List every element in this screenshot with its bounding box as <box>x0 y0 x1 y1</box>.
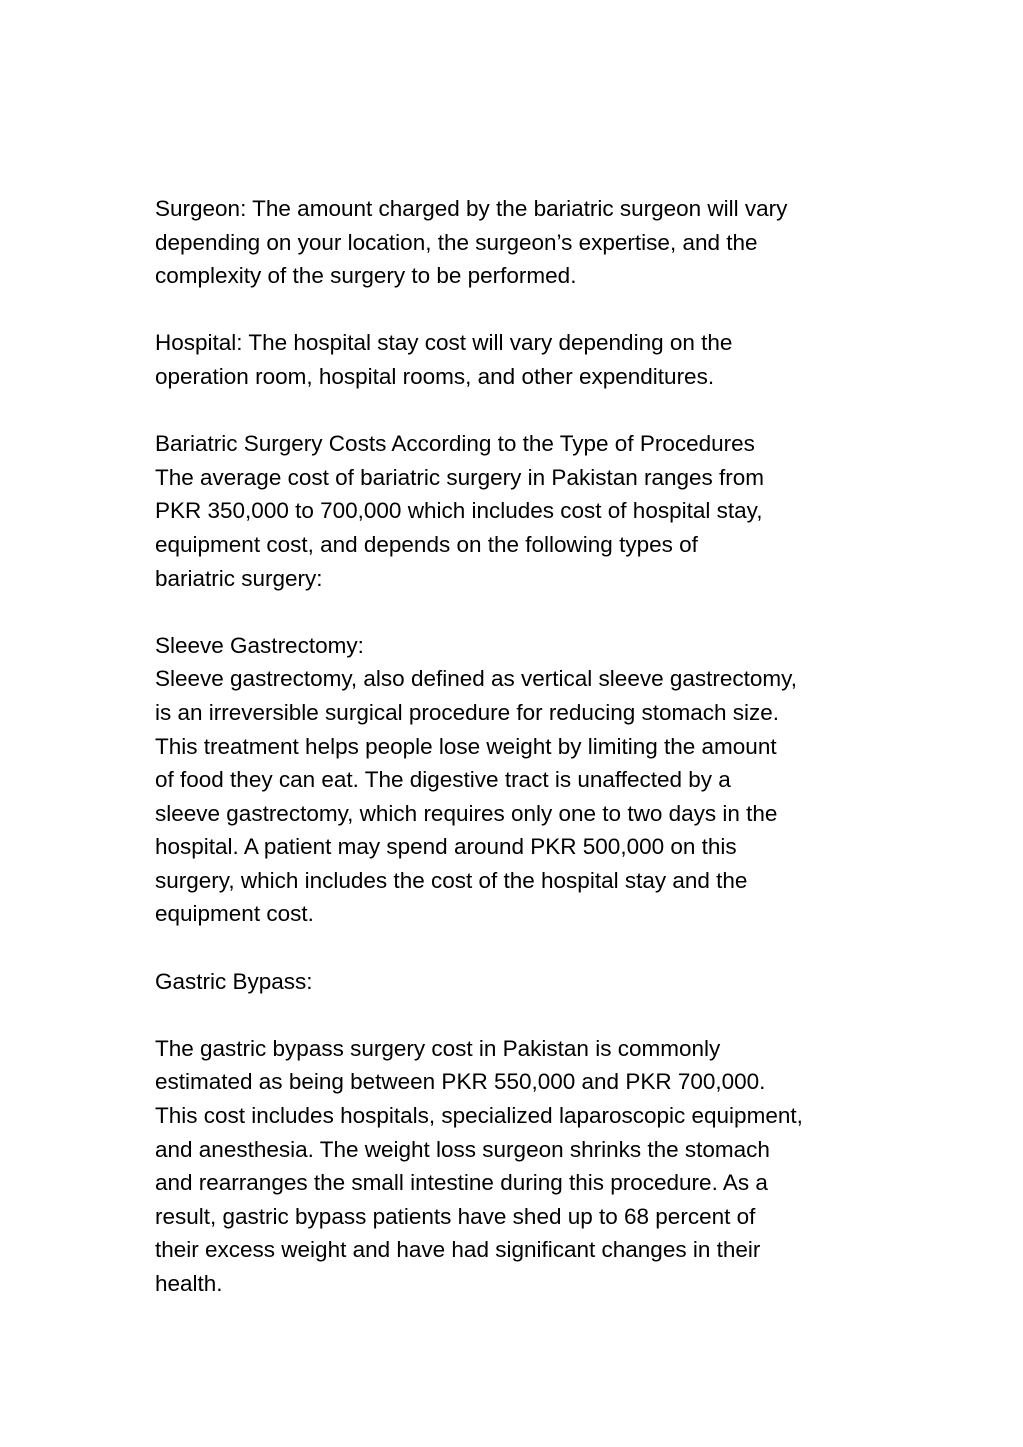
section-heading: Gastric Bypass: <box>155 968 313 994</box>
paragraph-line: estimated as being between PKR 550,000 and PKR 700,000. <box>155 1069 766 1095</box>
paragraph-line: sleeve gastrectomy, which requires only one to two days in the <box>155 800 778 826</box>
paragraph-line: operation room, hospital rooms, and other expenditures. <box>155 363 715 389</box>
paragraph-line: and anesthesia. The weight loss surgeon shrinks the stomach <box>155 1136 770 1162</box>
paragraph-line: The gastric bypass surgery cost in Pakistan is commonly <box>155 1035 721 1061</box>
paragraph-line: their excess weight and have had significant changes in their <box>155 1237 761 1263</box>
sleeve-paragraph <box>155 629 895 931</box>
paragraph-line: of food they can eat. The digestive tract is unaffected by a <box>155 767 731 793</box>
paragraph-line: Surgeon: The amount charged by the bariatric surgeon will vary <box>155 196 788 221</box>
section-heading: Bariatric Surgery Costs According to the Type of Procedures <box>155 431 755 457</box>
paragraph-gap <box>155 293 895 327</box>
paragraph-line: depending on your location, the surgeon’s expertise, and the <box>155 229 758 255</box>
bypass-paragraph <box>155 1032 895 1301</box>
paragraph-line: and rearranges the small intestine during this procedure. As a <box>155 1170 768 1196</box>
paragraph-line: PKR 350,000 to 700,000 which includes cost of hospital stay, <box>155 498 763 524</box>
paragraph-line: Hospital: The hospital stay cost will vary depending on the <box>155 330 733 356</box>
paragraph-gap <box>155 595 895 629</box>
surgeon-paragraph <box>155 192 895 293</box>
paragraph-gap <box>155 931 895 965</box>
paragraph-line: This cost includes hospitals, specialized laparoscopic equipment, <box>155 1103 803 1129</box>
paragraph-line: hospital. A patient may spend around PKR 500,000 on this <box>155 834 737 860</box>
paragraph-line: health. <box>155 1271 223 1296</box>
paragraph-line: equipment cost. <box>155 901 314 927</box>
paragraph-line: result, gastric bypass patients have shed up to 68 percent of <box>155 1203 756 1229</box>
paragraph-line: The average cost of bariatric surgery in Pakistan ranges from <box>155 464 765 490</box>
paragraph-gap <box>155 998 895 1032</box>
paragraph-line: surgery, which includes the cost of the hospital stay and the <box>155 867 748 893</box>
section-heading: Sleeve Gastrectomy: <box>155 632 364 658</box>
paragraph-line: Sleeve gastrectomy, also defined as vertical sleeve gastrectomy, <box>155 666 797 692</box>
paragraph-line: bariatric surgery: <box>155 565 323 591</box>
paragraph-line: complexity of the surgery to be performed. <box>155 263 577 289</box>
paragraph-line: is an irreversible surgical procedure for reducing stomach size. <box>155 699 780 725</box>
paragraph-line: This treatment helps people lose weight by limiting the amount <box>155 733 777 759</box>
paragraph-line: equipment cost, and depends on the following types of <box>155 531 698 557</box>
hospital-paragraph <box>155 326 895 393</box>
costs-paragraph <box>155 427 895 595</box>
document-body <box>155 192 895 1301</box>
paragraph-gap <box>155 394 895 428</box>
